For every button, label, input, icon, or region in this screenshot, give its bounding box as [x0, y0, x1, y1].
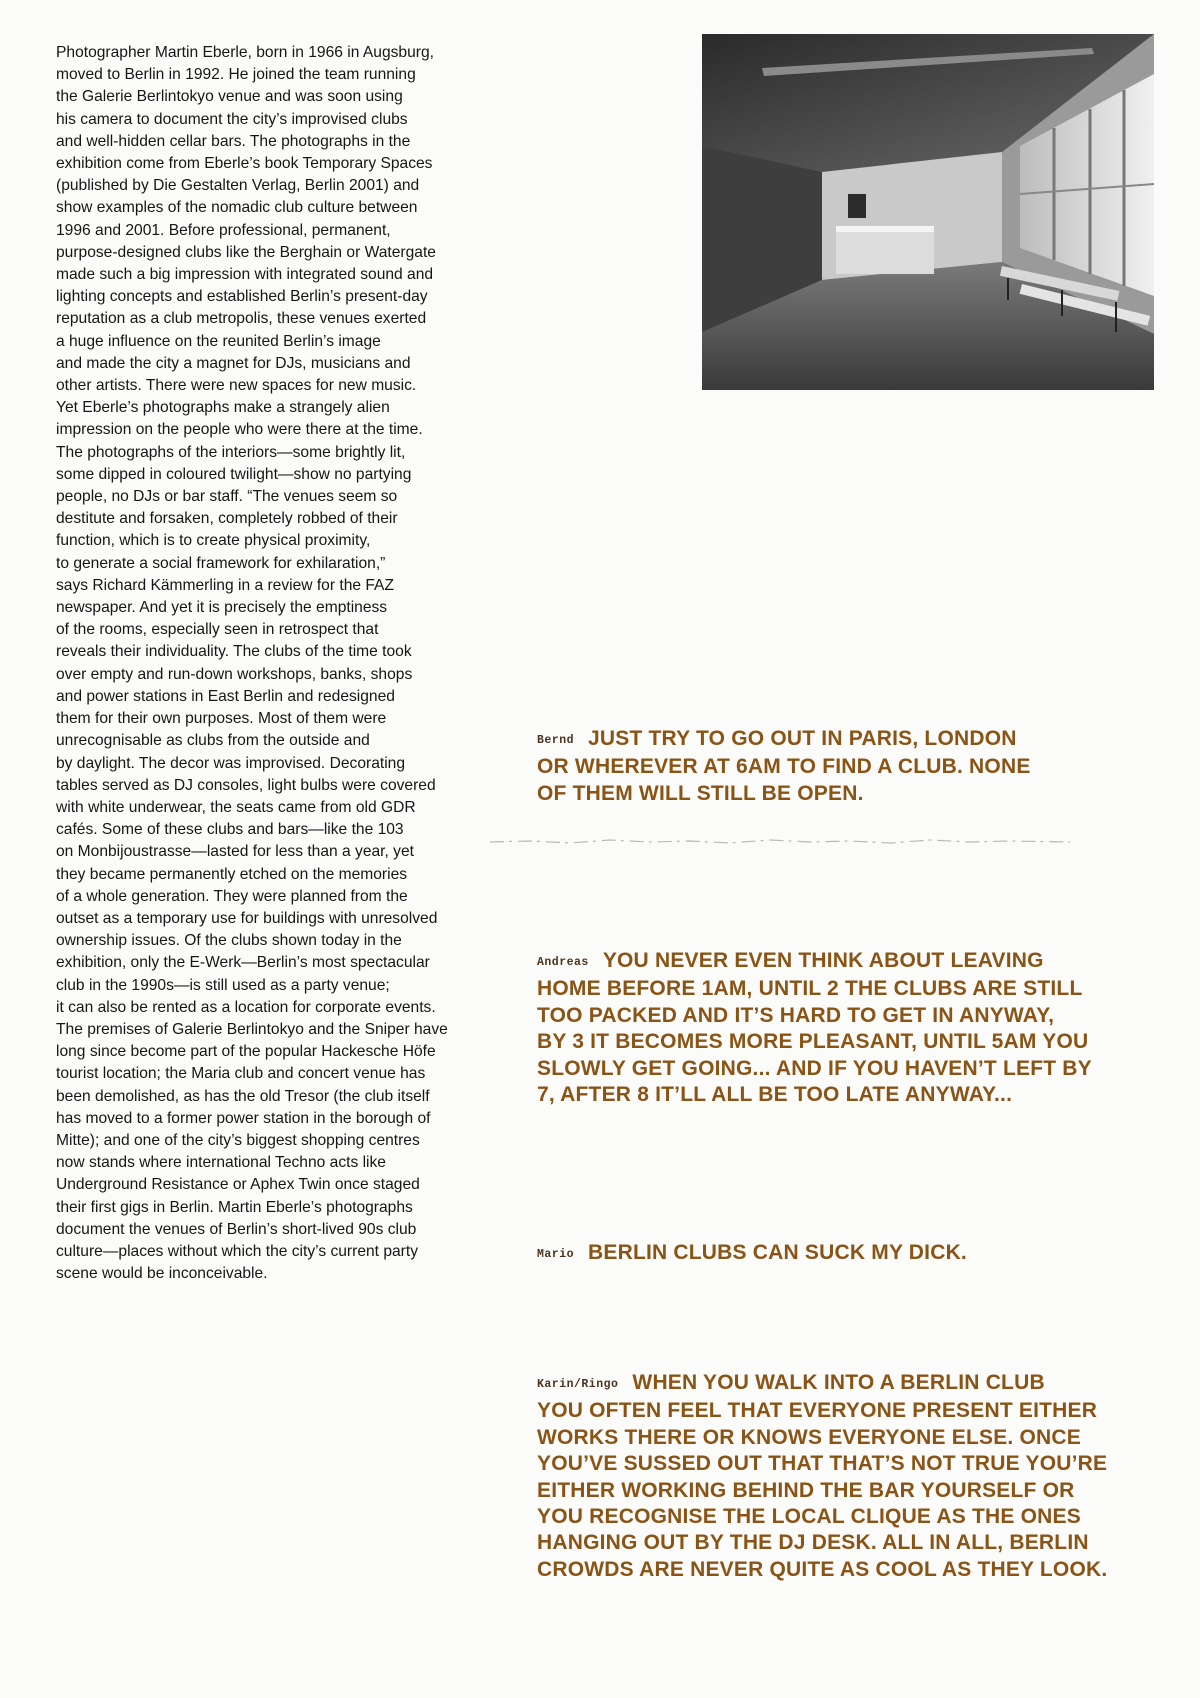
article-line: show examples of the nomadic club culture between — [56, 199, 418, 217]
quote-line — [537, 948, 1092, 976]
article-line: has moved to a former power station in the borough of — [56, 1109, 431, 1127]
article-line: ownership issues. Of the clubs shown today in the — [56, 932, 402, 950]
article-line: Mitte); and one of the city’s biggest shopping centres — [56, 1131, 420, 1149]
article-line: over empty and run-down workshops, banks, shops — [56, 665, 413, 683]
article-line: the Galerie Berlintokyo venue and was soon using — [56, 88, 403, 106]
quote-text: YOU RECOGNISE THE LOCAL CLIQUE AS THE ONES — [537, 1505, 1081, 1529]
article-line: tables served as DJ consoles, light bulbs were covered — [56, 776, 436, 794]
quote-mario — [537, 1240, 967, 1268]
article-line: outset as a temporary use for buildings with unresolved — [56, 909, 438, 927]
article-line: Underground Resistance or Aphex Twin once staged — [56, 1176, 420, 1194]
article-line: some dipped in coloured twilight—show no partying — [56, 465, 412, 483]
article-line: reputation as a club metropolis, these venues exerted — [56, 310, 427, 328]
quote-text: YOU NEVER EVEN THINK ABOUT LEAVING — [602, 949, 1044, 972]
article-line: and well-hidden cellar bars. The photographs in the — [56, 132, 411, 150]
quote-text: CROWDS ARE NEVER QUITE AS COOL AS THEY LOOK. — [537, 1557, 1108, 1581]
article-line: destitute and forsaken, completely robbed of their — [56, 510, 398, 528]
speaker-label: Karin/Ringo — [537, 1378, 619, 1391]
quote-line — [537, 1504, 1107, 1530]
article-line: culture—places without which the city’s current party — [56, 1242, 418, 1260]
article-line: unrecognisable as clubs from the outside and — [56, 732, 370, 750]
quote-bernd — [537, 726, 1031, 807]
quote-text: BY 3 IT BECOMES MORE PLEASANT, UNTIL 5AM YOU — [537, 1030, 1089, 1054]
article-line: newspaper. And yet it is precisely the emptiness — [56, 599, 388, 617]
article-line: cafés. Some of these clubs and bars—like the 103 — [56, 821, 404, 839]
article-line: purpose-designed clubs like the Berghain or Watergate — [56, 243, 436, 261]
article-line: 1996 and 2001. Before professional, permanent, — [56, 221, 391, 239]
torn-edge-line — [490, 834, 1070, 848]
article-line: Yet Eberle’s photographs make a strangely alien — [56, 399, 390, 417]
article-line: scene would be inconceivable. — [56, 1265, 268, 1283]
article-line: been demolished, as has the old Tresor (the club itself — [56, 1087, 430, 1105]
quote-line — [537, 1003, 1092, 1029]
quote-line — [537, 1082, 1092, 1108]
article-line: exhibition come from Eberle’s book Temporary Spaces — [56, 155, 433, 173]
article-line: a huge influence on the reunited Berlin’s image — [56, 332, 381, 350]
quote-line — [537, 1056, 1092, 1082]
quote-text: OF THEM WILL STILL BE OPEN. — [537, 781, 864, 805]
article-line: by daylight. The decor was improvised. Decorating — [56, 754, 406, 772]
quote-line — [537, 1451, 1107, 1477]
article-line: on Monbijoustrasse—lasted for less than a year, yet — [56, 843, 414, 861]
quote-text: JUST TRY TO GO OUT IN PARIS, LONDON — [588, 727, 1017, 750]
article-line: with white underwear, the seats came from old GDR — [56, 798, 416, 816]
quote-text: TOO PACKED AND IT’S HARD TO GET IN ANYWAY, — [537, 1003, 1055, 1027]
article-line: club in the 1990s—is still used as a party venue; — [56, 976, 390, 994]
article-line: reveals their individuality. The clubs of the time took — [56, 643, 412, 661]
article-line: people, no DJs or bar staff. “The venues seem so — [56, 488, 398, 506]
article-line: lighting concepts and established Berlin’s present-day — [56, 288, 428, 306]
quote-line — [537, 1557, 1107, 1583]
article-body — [56, 42, 516, 1285]
article-line: (published by Die Gestalten Verlag, Berlin 2001) and — [56, 177, 420, 195]
article-line: it can also be rented as a location for corporate events. — [56, 998, 436, 1016]
quote-text: OR WHEREVER AT 6AM TO FIND A CLUB. NONE — [537, 755, 1031, 779]
article-line: their first gigs in Berlin. Martin Eberle’s photographs — [56, 1198, 413, 1216]
quote-text: BERLIN CLUBS CAN SUCK MY DICK. — [588, 1241, 967, 1264]
speaker-label: Bernd — [537, 734, 575, 747]
article-line: and power stations in East Berlin and redesigned — [56, 687, 395, 705]
article-line: document the venues of Berlin’s short-lived 90s club — [56, 1220, 417, 1238]
quote-text: YOU OFTEN FEEL THAT EVERYONE PRESENT EITHER — [537, 1399, 1098, 1423]
quote-text: HANGING OUT BY THE DJ DESK. ALL IN ALL, BERLIN — [537, 1531, 1089, 1555]
quote-line — [537, 1240, 967, 1268]
quote-text: HOME BEFORE 1AM, UNTIL 2 THE CLUBS ARE STILL — [537, 977, 1083, 1001]
article-line: of a whole generation. They were planned from the — [56, 887, 408, 905]
article-line: function, which is to create physical proximity, — [56, 532, 371, 550]
article-line: made such a big impression with integrated sound and — [56, 266, 434, 284]
quote-text: YOU’VE SUSSED OUT THAT THAT’S NOT TRUE YOU’RE — [537, 1452, 1108, 1476]
article-line: now stands where international Techno acts like — [56, 1154, 386, 1172]
article-line: moved to Berlin in 1992. He joined the team running — [56, 66, 416, 84]
photo-illustration — [702, 34, 1154, 390]
article-line: says Richard Kämmerling in a review for the FAZ — [56, 576, 394, 594]
quote-line — [537, 726, 1031, 754]
quote-text: 7, AFTER 8 IT’LL ALL BE TOO LATE ANYWAY... — [537, 1083, 1013, 1107]
article-line: The premises of Galerie Berlintokyo and the Sniper have — [56, 1020, 448, 1038]
quote-line — [537, 1425, 1107, 1451]
quote-andreas — [537, 948, 1092, 1108]
article-line: exhibition, only the E-Werk—Berlin’s most spectacular — [56, 954, 430, 972]
article-line: of the rooms, especially seen in retrospect that — [56, 621, 379, 639]
article-line: long since become part of the popular Hackesche Höfe — [56, 1043, 436, 1061]
article-line: they became permanently etched on the memories — [56, 865, 408, 883]
quote-line — [537, 1029, 1092, 1055]
speaker-label: Andreas — [537, 956, 589, 969]
article-line: other artists. There were new spaces for new music. — [56, 377, 417, 395]
quote-line — [537, 1398, 1107, 1424]
article-line: them for their own purposes. Most of them were — [56, 710, 387, 728]
article-line: to generate a social framework for exhilaration,” — [56, 554, 386, 572]
quote-text: WORKS THERE OR KNOWS EVERYONE ELSE. ONCE — [537, 1425, 1081, 1449]
article-line: Photographer Martin Eberle, born in 1966 in Augsburg, — [56, 44, 434, 61]
club-interior-photo — [702, 34, 1154, 390]
quote-text: WHEN YOU WALK INTO A BERLIN CLUB — [632, 1371, 1045, 1394]
quote-line — [537, 1478, 1107, 1504]
article-line: tourist location; the Maria club and concert venue has — [56, 1065, 426, 1083]
quote-line — [537, 781, 1031, 807]
quote-text: EITHER WORKING BEHIND THE BAR YOURSELF OR — [537, 1478, 1075, 1502]
quote-line — [537, 754, 1031, 780]
article-line: his camera to document the city’s improvised clubs — [56, 110, 408, 128]
quote-text: SLOWLY GET GOING... AND IF YOU HAVEN’T LEFT BY — [537, 1056, 1092, 1080]
speaker-label: Mario — [537, 1248, 575, 1261]
quote-karin-ringo — [537, 1370, 1107, 1583]
quote-line — [537, 976, 1092, 1002]
article-line: impression on the people who were there at the time. — [56, 421, 423, 439]
article-line: and made the city a magnet for DJs, musicians and — [56, 354, 411, 372]
quote-line — [537, 1370, 1107, 1398]
quote-line — [537, 1530, 1107, 1556]
article-line: The photographs of the interiors—some brightly lit, — [56, 443, 406, 461]
